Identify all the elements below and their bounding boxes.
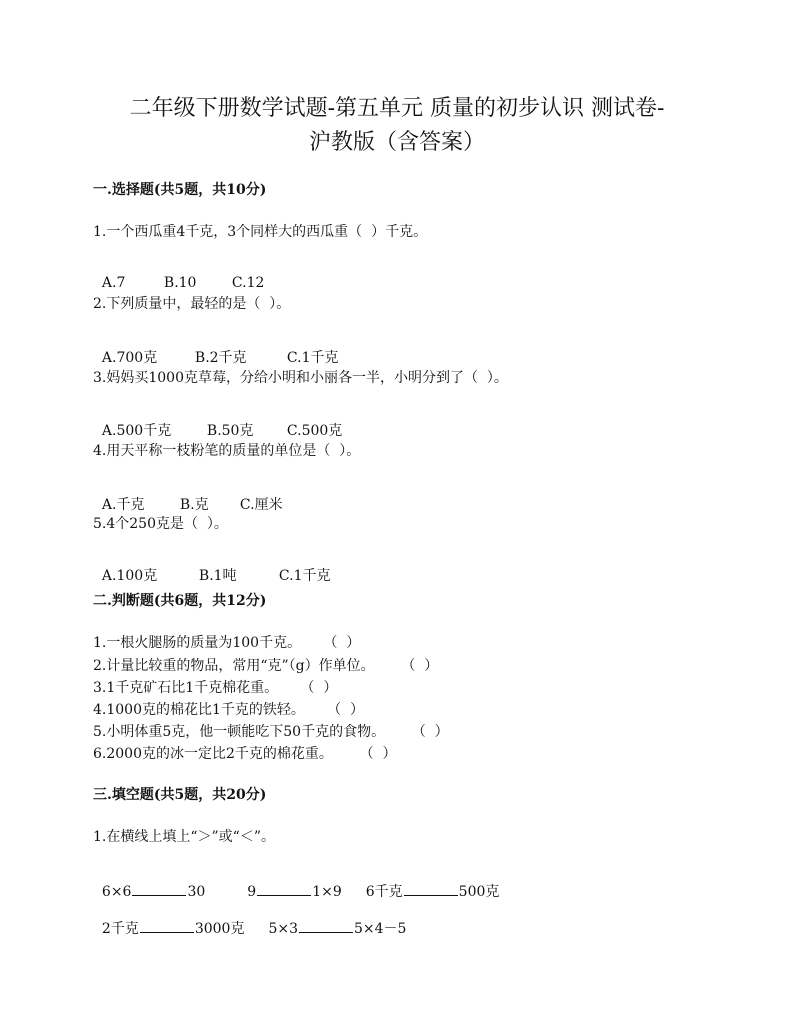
comparison-row <box>93 902 406 938</box>
comparison-row <box>93 865 499 901</box>
true-false-item: 3.1千克矿石比1千克棉花重。 （ ） <box>93 680 338 696</box>
option-b: B.2千克 <box>194 350 247 366</box>
document-title <box>60 92 734 160</box>
option-c: C.12 <box>231 275 265 291</box>
question-text: 1.一个西瓜重4千克，3个同样大的西瓜重（ ）千克。 <box>93 224 428 240</box>
question-options <box>93 259 264 291</box>
option-a: A.500千克 <box>101 423 172 439</box>
expr-left: 9 <box>247 884 257 900</box>
expr-left: 6千克 <box>365 884 403 900</box>
expr-left: 6×6 <box>101 884 132 900</box>
option-b: B.50克 <box>206 423 254 439</box>
answer-blank[interactable] <box>404 883 458 896</box>
section-heading-true-false: 二.判断题(共6题，共12分) <box>93 593 267 609</box>
title-line-2: 沪教版（含答案） <box>308 130 485 155</box>
true-false-item: 2.计量比较重的物品，常用“克”（g）作单位。 （ ） <box>93 658 439 674</box>
expr-right: 30 <box>187 884 206 900</box>
option-b: B.1吨 <box>198 568 237 584</box>
question-text: 3.妈妈买1000克草莓，分给小明和小丽各一半，小明分到了（ ）。 <box>93 370 508 386</box>
option-c: C.1千克 <box>286 350 339 366</box>
expr-right: 500克 <box>458 884 500 900</box>
expr-left: 5×3 <box>268 921 299 937</box>
option-a: A.700克 <box>101 350 158 366</box>
question-text: 2.下列质量中，最轻的是（ ）。 <box>93 296 291 312</box>
expr-left: 2千克 <box>101 921 139 937</box>
answer-blank[interactable] <box>140 920 194 933</box>
question-options <box>93 478 283 514</box>
option-c: C.500克 <box>286 423 343 439</box>
title-line-1: 二年级下册数学试题-第五单元 质量的初步认识 测试卷- <box>129 96 665 121</box>
option-b: B.克 <box>179 497 209 513</box>
option-b: B.10 <box>163 275 197 291</box>
true-false-item: 5.小明体重5克，他一顿能吃下50千克的食物。 （ ） <box>93 724 449 740</box>
option-a: A.100克 <box>101 568 158 584</box>
expr-right: 3000克 <box>194 921 245 937</box>
true-false-item: 6.2000克的冰一定比2千克的棉花重。 （ ） <box>93 746 397 762</box>
answer-blank[interactable] <box>257 883 311 896</box>
option-c: C.1千克 <box>278 568 331 584</box>
question-text: 1.在横线上填上“＞”或“＜”。 <box>93 829 275 845</box>
option-a: A.7 <box>101 275 126 291</box>
section-heading-choice: 一.选择题(共5题，共10分) <box>93 182 267 198</box>
section-heading-fill-blank: 三.填空题(共5题，共20分) <box>93 787 267 803</box>
true-false-item: 4.1000克的棉花比1千克的铁轻。 （ ） <box>93 702 365 718</box>
answer-blank[interactable] <box>299 920 353 933</box>
question-options <box>93 331 338 367</box>
expr-right: 5×4－5 <box>354 921 407 937</box>
question-text: 5.4个250克是（ ）。 <box>93 516 228 532</box>
expr-right: 1×9 <box>312 884 342 900</box>
answer-blank[interactable] <box>132 883 186 896</box>
true-false-item: 1.一根火腿肠的质量为100千克。 （ ） <box>93 635 361 651</box>
question-options <box>93 549 330 585</box>
option-a: A.千克 <box>101 497 145 513</box>
question-options <box>93 404 342 440</box>
question-text: 4.用天平称一枝粉笔的质量的单位是（ ）。 <box>93 443 361 459</box>
option-c: C.厘米 <box>239 497 283 513</box>
